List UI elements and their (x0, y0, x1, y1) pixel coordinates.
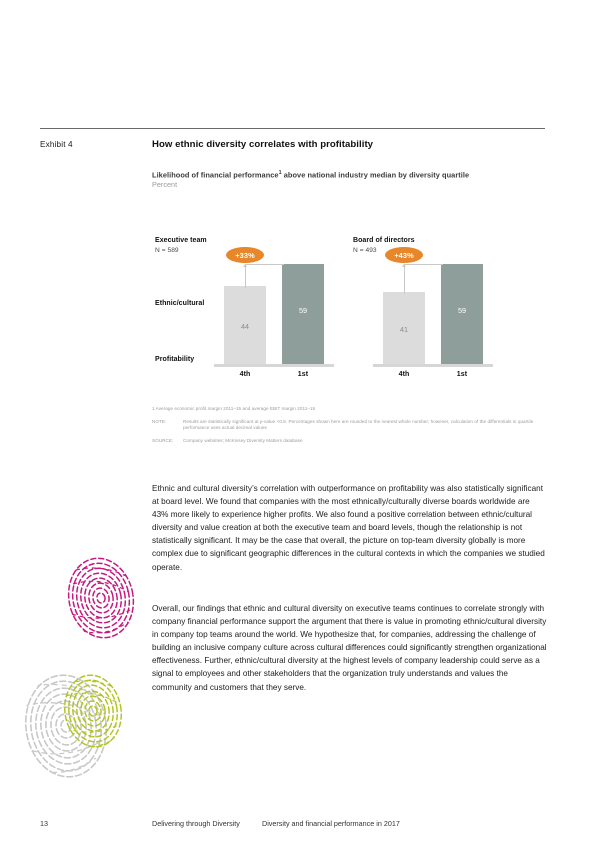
footnote-note-body: Results are statistically significant at p-value <0.5. Percentages shown here are rounded to the nearest whole number; however, calculation of the differentials in quartile performance uses actual decimal values (183, 419, 534, 431)
panel-n-executive-team: N = 589 (155, 246, 179, 254)
panel2-bar-1st-value: 59 (458, 306, 466, 315)
panel2-delta-connector-horizontal (404, 264, 443, 265)
footnote-source-body: Company websites; McKinsey Diversity Matters database (183, 438, 303, 443)
panel1-bar-4th-value: 44 (241, 322, 249, 331)
panel1-delta-badge: +33% (226, 247, 264, 263)
panel1-baseline (214, 364, 334, 367)
panel-name-board-of-directors: Board of directors (353, 237, 415, 244)
panel-n-board-of-directors: N = 493 (353, 246, 377, 254)
panel1-bar-1st-value: 59 (299, 306, 307, 315)
row-label-profitability: Profitability (155, 356, 195, 363)
panel2-bar-4th (383, 292, 425, 364)
chart-subtitle-footnote-marker: 1 (278, 170, 282, 176)
panel2-bar-4th-value: 41 (400, 325, 408, 334)
panel1-tick-1st: 1st (297, 371, 309, 378)
panel2-tick-4th: 4th (398, 371, 410, 378)
panel2-baseline (373, 364, 493, 367)
body-paragraph-2: Overall, our findings that ethnic and cultural diversity on executive teams continues to correlate strongly with company financial performance support the argument that there is value in promoting ethnic/cultural diversity in company top teams around the world. We hypothesize that, for companies, addressing the challenge of building an inclusive company culture across cultural differences could significantly strengthen organizational effectiveness. Further, ethnic/cultural diversity at the highest levels of company leadership could serve as a signal to employees and other stakeholders that the organization truly understands and values the community and customers that they serve. (152, 604, 547, 692)
panel2-delta-arrow-icon (402, 264, 406, 267)
panel1-delta-connector-horizontal (245, 264, 284, 265)
panel1-delta-arrow-icon (243, 264, 247, 267)
exhibit-label: Exhibit 4 (40, 140, 73, 149)
row-label-ethnic-cultural: Ethnic/cultural (155, 300, 205, 307)
fingerprint-magenta-icon (56, 548, 145, 650)
panel2-bar-1st (441, 264, 483, 364)
panel-name-executive-team: Executive team (155, 237, 207, 244)
panel-title-executive-team (155, 236, 207, 255)
chart-subtitle-pre: Likelihood of financial performance (152, 170, 279, 180)
footer-page-number: 13 (40, 819, 48, 828)
panel2-delta-badge: +43% (385, 247, 423, 263)
footnote-source-key: SOURCE: (152, 438, 174, 443)
footer-section-title: Diversity and financial performance in 2017 (262, 819, 400, 828)
body-paragraph-1: Ethnic and cultural diversity’s correlation with outperformance on profitability was also statistically significant at board level. We found that companies with the most ethnically/culturally diverse boards worldwide are 43% more likely to experience higher profits. We also found a positive correlation between ethnic/cultural diversity and value creation at both the executive team and board levels, though the relationship is not statistically significant. It may be the case that overall, the picture on top-team diversity globally is more complex due to significant geographic differences in the cultural contexts in which the companies we studied operate. (152, 484, 545, 572)
fingerprints-svg (18, 548, 153, 803)
panel1-tick-4th: 4th (239, 371, 251, 378)
chart-units-label: Percent (152, 180, 178, 189)
page-title: How ethnic diversity correlates with profitability (152, 139, 374, 150)
footer-report-title: Delivering through Diversity (152, 819, 240, 828)
chart-subtitle-post: above national industry median by diversity quartile (281, 170, 470, 180)
footnote-1: 1 Average economic profit margin 2011–15 and average EBIT margin 2011–15 (152, 406, 316, 411)
panel1-bar-1st (282, 264, 324, 364)
fingerprint-graphics (18, 548, 153, 803)
footnote-note-key: NOTE: (152, 419, 167, 424)
panel1-delta-connector-vertical (245, 264, 246, 288)
panel2-delta-connector-vertical (404, 264, 405, 294)
panel1-bar-4th (224, 286, 266, 364)
panel2-tick-1st: 1st (456, 371, 468, 378)
